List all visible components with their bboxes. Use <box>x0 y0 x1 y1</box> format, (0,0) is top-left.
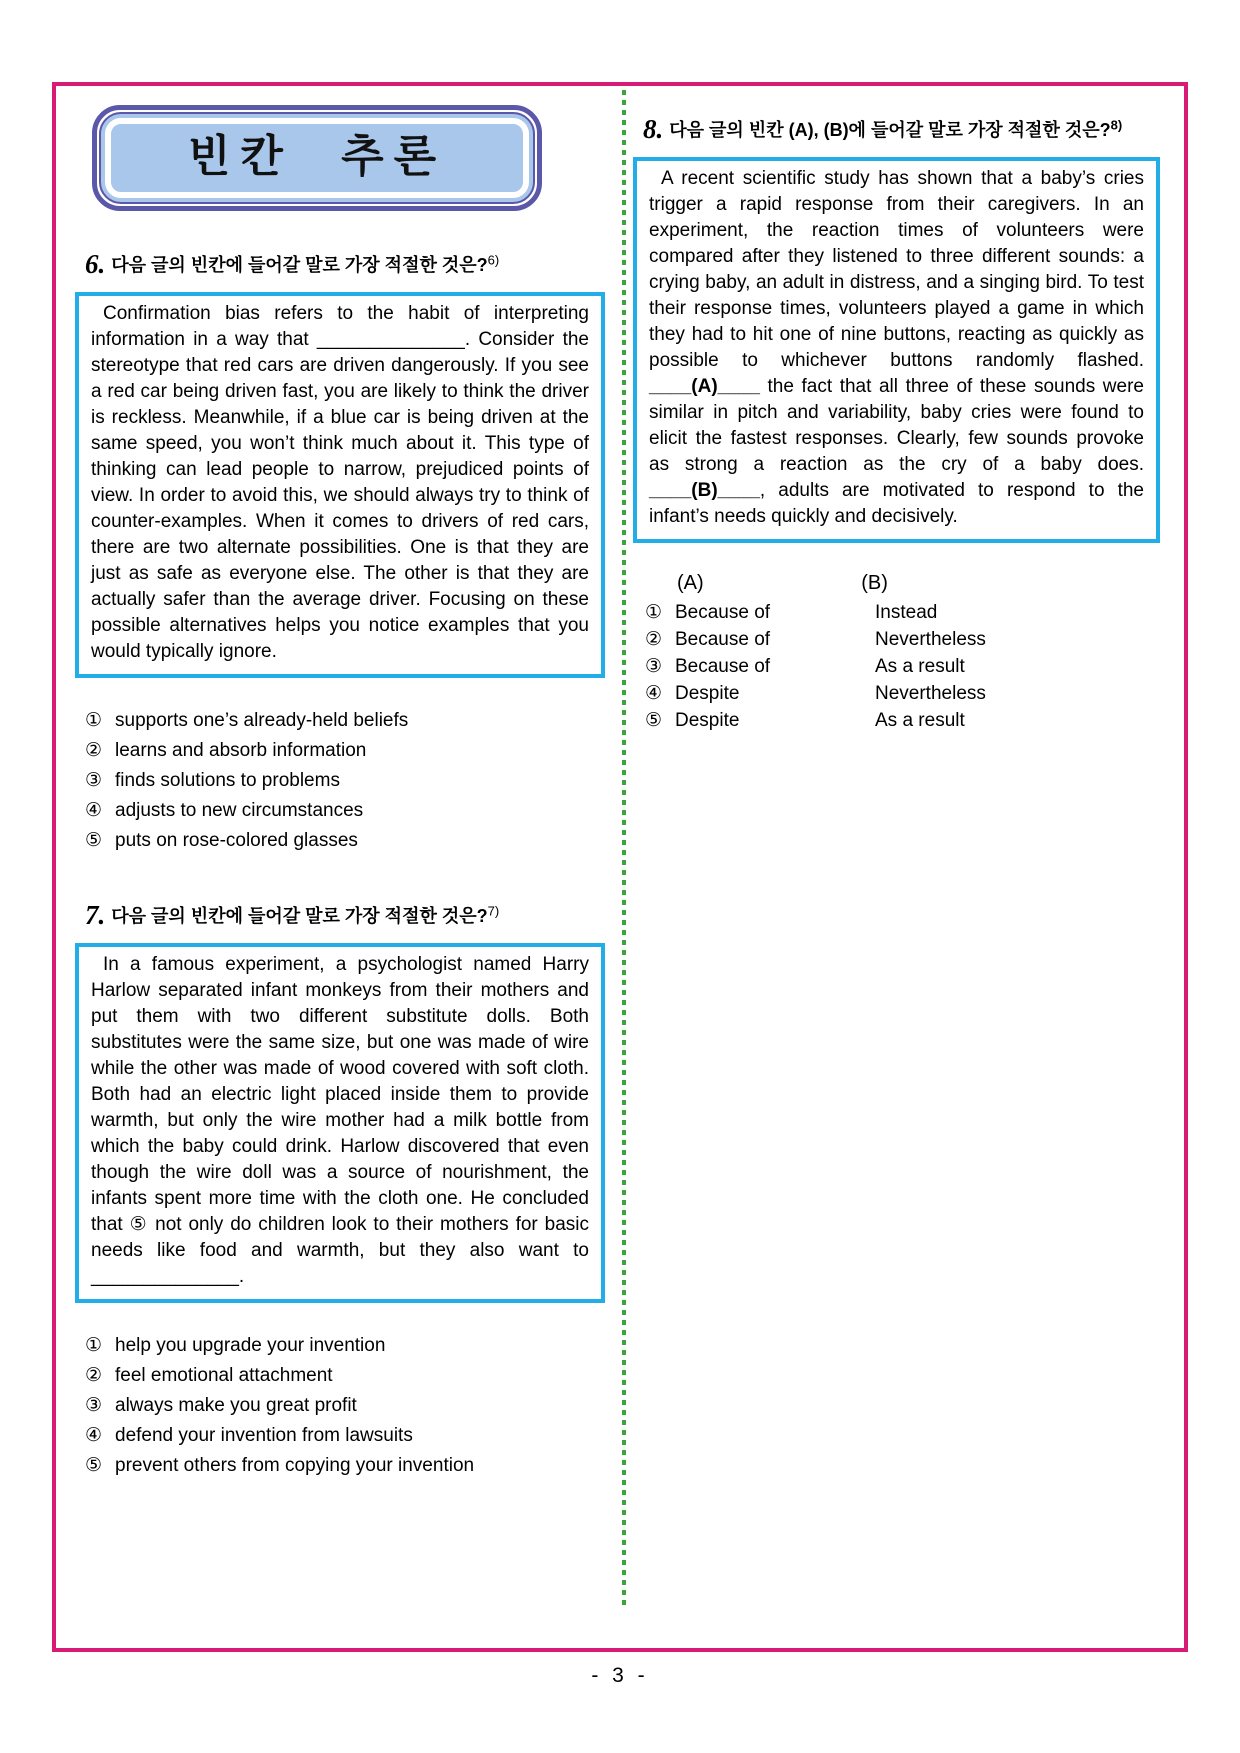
option-item <box>85 1361 605 1391</box>
pair-option-b: Nevertheless <box>875 629 986 650</box>
question-6-prompt: 다음 글의 빈칸에 들어갈 말로 가장 적절한 것은? <box>111 255 488 275</box>
title-banner <box>92 105 542 211</box>
option-marker: ② <box>85 1365 103 1386</box>
option-marker: ③ <box>85 1395 103 1416</box>
option-item <box>85 766 605 796</box>
question-7-prompt: 다음 글의 빈칸에 들어갈 말로 가장 적절한 것은? <box>111 906 488 926</box>
left-column <box>75 82 605 1481</box>
question-6-number: 6. <box>85 249 106 279</box>
pair-option-b: Instead <box>875 602 938 623</box>
pair-header-b: (B) <box>861 572 888 594</box>
pair-header-a: (A) <box>677 572 704 594</box>
option-text: finds solutions to problems <box>115 770 340 791</box>
question-6-footnote: 6) <box>487 252 500 268</box>
option-item <box>85 1391 605 1421</box>
question-6-passage-text: Confirmation bias refers to the habit of interpreting information in a way that ______________. Consider the stereotype that red cars are driven dangerously. If you see a red car being driven fast, you are likely to think the driver is reckless. Meanwhile, if a blue car is being driven at the same speed, you won’t think much about it. This type of thinking can lead people to narrow, prejudiced points of view. In order to avoid this, we should always try to think of counter-examples. When it comes to drivers of red cars, there are two alternate possibilities. One is that they are just as safe as everyone else. The other is that they are actually safer than the average driver. Focusing on these possible alternatives helps you notice examples that you would typically ignore. <box>91 303 589 662</box>
question-8-number: 8. <box>643 114 664 144</box>
option-text: help you upgrade your invention <box>115 1335 386 1356</box>
pair-row <box>633 680 1160 707</box>
question-6 <box>75 249 605 856</box>
option-marker: ④ <box>85 800 103 821</box>
option-marker: ④ <box>645 683 663 704</box>
pair-row <box>633 653 1160 680</box>
option-marker: ① <box>645 602 663 623</box>
question-8 <box>633 114 1160 734</box>
option-text: feel emotional attachment <box>115 1365 333 1386</box>
option-text: learns and absorb information <box>115 740 367 761</box>
title-banner-ring <box>99 112 535 204</box>
option-text: always make you great profit <box>115 1395 357 1416</box>
option-item <box>85 1451 605 1481</box>
question-7-options-list <box>75 1331 605 1481</box>
option-item <box>85 736 605 766</box>
question-8-passage-text: A recent scientific study has shown that a baby’s cries trigger a rapid response from their caregivers. In an experiment, the reaction times of volunteers were compared after they listened to three different sounds: a crying baby, an adult in distress, and a singing bird. To test their response times, volunteers played a game in which they had to hit one of nine buttons, reacting as quickly as possible to whichever buttons randomly flashed. ____(A)____ the fact that all three of these sounds were similar in pitch and variability, baby cries were found to elicit the fastest responses. Clearly, few sounds provoke as strong a reaction as the cry of a baby does. ____(B)____, adults are motivated to respond to the infant’s needs quickly and decisively. <box>649 168 1144 527</box>
pair-header-row <box>633 569 1160 597</box>
pair-option-b: As a result <box>875 656 965 677</box>
option-text: puts on rose-colored glasses <box>115 830 358 851</box>
page-number: - 3 - <box>591 1664 649 1687</box>
option-text: prevent others from copying your invention <box>115 1455 475 1476</box>
question-8-answer-table <box>633 569 1160 734</box>
question-7-header <box>85 900 605 931</box>
question-7-footnote: 7) <box>487 903 500 919</box>
option-item <box>85 1331 605 1361</box>
option-text: adjusts to new circumstances <box>115 800 364 821</box>
column-divider <box>622 90 626 1607</box>
pair-option-a: Despite <box>675 710 740 731</box>
question-8-prompt: 다음 글의 빈칸 (A), (B)에 들어갈 말로 가장 적절한 것은? <box>669 120 1111 140</box>
pair-option-a: Because of <box>675 629 771 650</box>
option-marker: ⑤ <box>85 830 103 851</box>
question-7-passage-box <box>75 943 605 1303</box>
option-marker: ① <box>85 710 103 731</box>
option-item <box>85 826 605 856</box>
question-8-passage-box <box>633 157 1160 543</box>
option-marker: ③ <box>645 656 663 677</box>
option-text: defend your invention from lawsuits <box>115 1425 413 1446</box>
pair-option-b: As a result <box>875 710 965 731</box>
question-7 <box>75 900 605 1481</box>
pair-row <box>633 707 1160 734</box>
option-marker: ② <box>85 740 103 761</box>
pair-option-b: Nevertheless <box>875 683 986 704</box>
question-6-header <box>85 249 605 280</box>
option-text: supports one’s already-held beliefs <box>115 710 409 731</box>
question-6-options-list <box>75 706 605 856</box>
option-marker: ⑤ <box>645 710 663 731</box>
question-7-passage-text: In a famous experiment, a psychologist named Harry Harlow separated infant monkeys from their mothers and put them with two different substitute dolls. Both substitutes were the same size, but one was made of wire while the other was made of wood covered with soft cloth. Both had an electric light placed inside them to provide warmth, but only the wire mother had a milk bottle from which the baby could drink. Harlow discovered that even though the wire doll was a source of nourishment, the infants spent more time with the cloth one. He concluded that ⑤ not only do children look to their mothers for basic needs like food and warmth, but they also want to ______________. <box>91 954 589 1287</box>
question-8-header <box>643 114 1160 145</box>
page-title: 빈칸 추론 <box>187 132 447 181</box>
question-8-footnote: 8) <box>1110 117 1123 133</box>
option-marker: ③ <box>85 770 103 791</box>
option-item <box>85 706 605 736</box>
option-item <box>85 1421 605 1451</box>
title-banner-inner <box>105 118 529 198</box>
question-6-passage-box <box>75 292 605 678</box>
option-marker: ① <box>85 1335 103 1356</box>
pair-option-a: Despite <box>675 683 740 704</box>
pair-option-a: Because of <box>675 656 771 677</box>
option-marker: ⑤ <box>85 1455 103 1476</box>
pair-option-a: Because of <box>675 602 771 623</box>
question-7-number: 7. <box>85 900 106 930</box>
right-column <box>633 82 1160 734</box>
option-marker: ② <box>645 629 663 650</box>
option-item <box>85 796 605 826</box>
pair-row <box>633 599 1160 626</box>
pair-row <box>633 626 1160 653</box>
option-marker: ④ <box>85 1425 103 1446</box>
